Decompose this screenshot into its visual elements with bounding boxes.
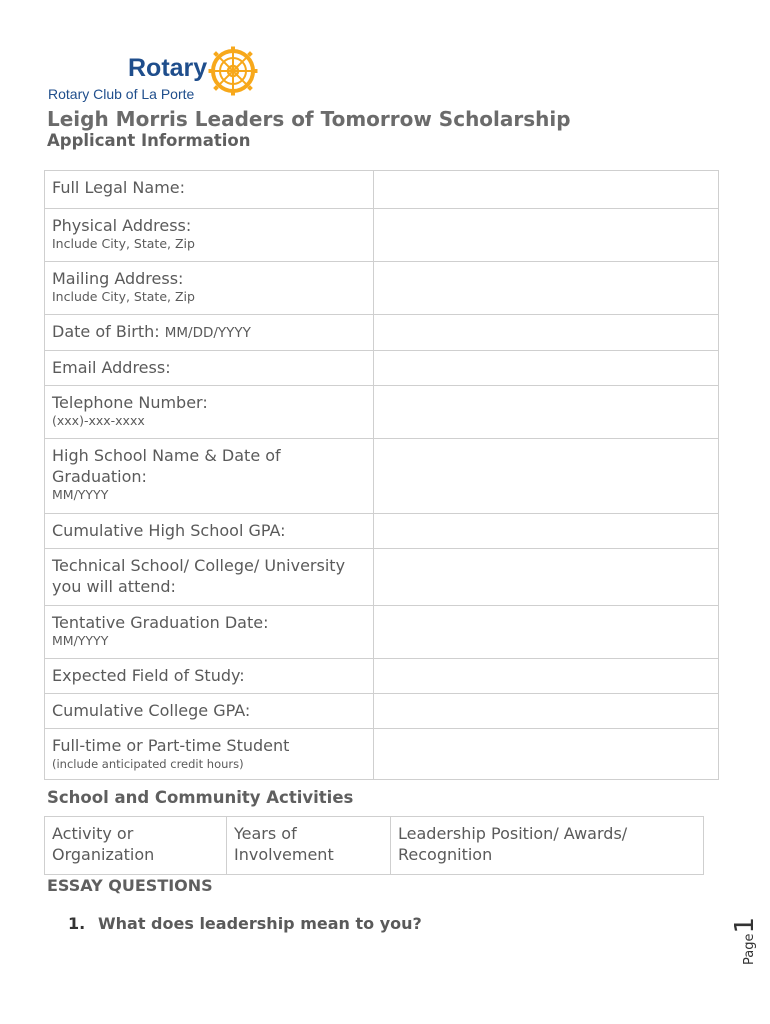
page-marker-rotated <box>730 917 760 965</box>
field-hint: Include City, State, Zip <box>52 289 195 304</box>
page-marker <box>730 912 763 968</box>
column-header: Leadership Position/ Awards/ Recognition <box>391 817 704 875</box>
label-cell <box>45 549 374 606</box>
label-cell <box>45 439 374 514</box>
field-label: Technical School/ College/ University you will attend: <box>52 556 346 596</box>
table-row <box>45 171 719 209</box>
telephone-number-field[interactable] <box>374 386 719 439</box>
table-header-row <box>45 817 704 875</box>
field-label: High School Name & Date of Graduation: <box>52 446 281 486</box>
logo-club-name: Rotary Club of La Porte <box>48 86 195 102</box>
applicant-information-table <box>44 170 719 780</box>
field-label: Tentative Graduation Date: <box>52 613 269 632</box>
field-hint: MM/YYYY <box>52 633 109 648</box>
rotary-wheel-icon <box>208 46 258 96</box>
logo-wordmark: Rotary <box>128 54 208 82</box>
rotary-logo <box>48 46 263 102</box>
field-label: Full Legal Name: <box>52 178 186 197</box>
email-address-field[interactable] <box>374 351 719 386</box>
label-cell <box>45 729 374 780</box>
enrollment-status-field[interactable] <box>374 729 719 780</box>
college-gpa-field[interactable] <box>374 694 719 729</box>
date-of-birth-field[interactable] <box>374 315 719 351</box>
field-label: Cumulative High School GPA: <box>52 521 286 540</box>
table-row <box>45 694 719 729</box>
field-label: Full-time or Part-time Student <box>52 736 290 755</box>
high-school-field[interactable] <box>374 439 719 514</box>
table-row <box>45 315 719 351</box>
essay-questions-heading: ESSAY QUESTIONS <box>47 876 213 895</box>
label-cell <box>45 351 374 386</box>
high-school-gpa-field[interactable] <box>374 514 719 549</box>
table-row <box>45 549 719 606</box>
field-label: Telephone Number: <box>52 393 208 412</box>
activities-heading: School and Community Activities <box>47 788 354 807</box>
page-number: 1 <box>730 916 761 934</box>
field-label: Date of Birth: <box>52 322 160 341</box>
table-row <box>45 209 719 262</box>
table-row <box>45 514 719 549</box>
field-of-study-field[interactable] <box>374 659 719 694</box>
field-hint: Include City, State, Zip <box>52 236 195 251</box>
column-header: Years of Involvement <box>227 817 391 875</box>
table-row <box>45 606 719 659</box>
label-cell <box>45 209 374 262</box>
field-hint: MM/YYYY <box>52 487 109 502</box>
table-row <box>45 386 719 439</box>
question-number: 1. <box>68 914 86 933</box>
question-text: What does leadership mean to you? <box>98 914 422 933</box>
tentative-graduation-date-field[interactable] <box>374 606 719 659</box>
mailing-address-field[interactable] <box>374 262 719 315</box>
label-cell <box>45 315 374 351</box>
table-row <box>45 729 719 780</box>
page-word: Page <box>742 933 758 966</box>
essay-question <box>68 914 422 933</box>
field-label-wrap <box>52 321 366 344</box>
label-cell <box>45 262 374 315</box>
field-hint: (xxx)-xxx-xxxx <box>52 413 145 428</box>
field-label: Mailing Address: <box>52 269 184 288</box>
label-cell <box>45 514 374 549</box>
document-title: Leigh Morris Leaders of Tomorrow Scholarship <box>47 107 571 131</box>
label-cell <box>45 606 374 659</box>
label-cell <box>45 659 374 694</box>
physical-address-field[interactable] <box>374 209 719 262</box>
field-hint: MM/DD/YYYY <box>164 325 251 341</box>
field-hint: (include anticipated credit hours) <box>52 757 244 771</box>
table-row <box>45 659 719 694</box>
field-label: Cumulative College GPA: <box>52 701 251 720</box>
table-row <box>45 439 719 514</box>
label-cell <box>45 171 374 209</box>
column-header: Activity or Organization <box>45 817 227 875</box>
activities-table <box>44 816 704 875</box>
label-cell <box>45 386 374 439</box>
applicant-information-heading: Applicant Information <box>47 131 251 150</box>
table-row <box>45 262 719 315</box>
field-label: Expected Field of Study: <box>52 666 245 685</box>
full-legal-name-field[interactable] <box>374 171 719 209</box>
field-label: Email Address: <box>52 358 171 377</box>
field-label: Physical Address: <box>52 216 192 235</box>
school-to-attend-field[interactable] <box>374 549 719 606</box>
label-cell <box>45 694 374 729</box>
table-row <box>45 351 719 386</box>
